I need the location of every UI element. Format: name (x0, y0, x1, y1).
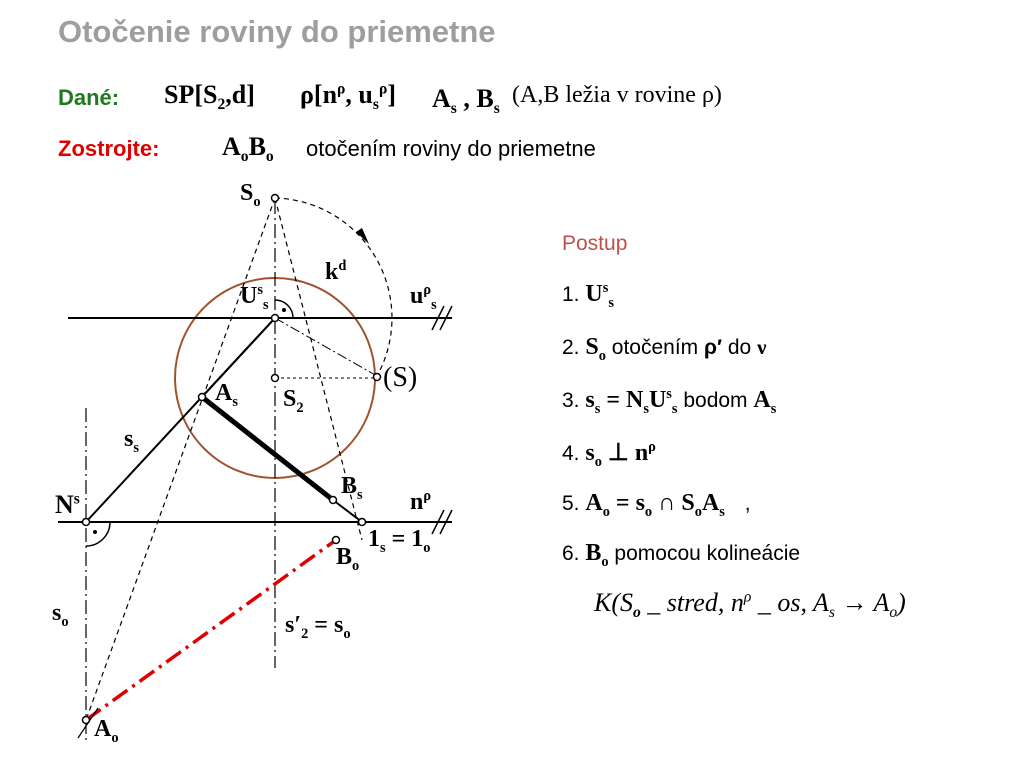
point-s-rot (374, 374, 381, 381)
label-us-line: $u^\rho_s$ (410, 282, 437, 313)
point-so (272, 195, 279, 202)
segment-as-bs (202, 397, 333, 500)
label-s2p: $s'_2 = s_o$ (285, 612, 351, 642)
step-6-formula: $K(S_o$ _ stred, $n^\rho$ _ os, $A_s \to A_o$) (594, 588, 906, 622)
given-note: (A,B ležia v rovine ρ) (512, 82, 722, 108)
given-sp: $SP[S_2,d]$ (164, 80, 255, 114)
label-us: $U^s_s$ (240, 282, 269, 313)
point-as (199, 394, 206, 401)
step-2: 2. $S_o$ otočením ρ′ do ν (562, 334, 767, 364)
step-1: 1. $U^s_s$ (562, 280, 614, 311)
point-bo (333, 537, 340, 544)
given-points: $A_s$ , $B_s$ (432, 84, 500, 118)
label-bo: $B_o$ (336, 544, 360, 574)
point-ns (83, 519, 90, 526)
page-title: Otočenie roviny do priemetne (58, 14, 496, 49)
label-1s-eq-1o: $1_s = 1_o$ (368, 526, 431, 556)
task-points: $A_oB_o$ (222, 132, 274, 166)
point-us (272, 315, 279, 322)
label-ns: $N^s$ (55, 490, 80, 519)
label-kd: $k^d$ (325, 258, 347, 285)
label-ao: $A_o$ (94, 716, 119, 746)
step-6: 6. $B_o$ pomocou kolineácie (562, 540, 801, 570)
label-so: $S_o$ (240, 180, 261, 210)
point-s2 (272, 375, 279, 382)
label-n: $n^\rho$ (410, 488, 432, 515)
label-s2: $S_2$ (283, 386, 304, 416)
arc-rotation (275, 198, 392, 376)
label-s-rot: (S) (383, 362, 418, 393)
label-ss: $s_s$ (124, 426, 139, 456)
label-so-line: $s_o$ (52, 600, 69, 630)
given-rho: $\rho[n^\rho$, $u_s^\rho$] (300, 80, 396, 114)
task-text: otočením roviny do priemetne (306, 136, 596, 161)
given-label: Dané: (58, 85, 120, 110)
ray-so-ao (86, 198, 275, 720)
point-1s (359, 519, 366, 526)
label-as: $A_s$ (215, 380, 238, 410)
step-3: 3. $s_s = N_sU^s_s$ bodom $A_s$ (562, 386, 777, 417)
postup-heading: Postup (562, 232, 628, 255)
step-5: 5. $A_o = s_o$ ∩ $S_oA_s$ , (562, 490, 751, 520)
step-4: 4. $s_o$ ⊥ $n^\rho$ (562, 439, 656, 470)
task-label: Zostrojte: (58, 136, 160, 161)
label-bs: $B_s$ (341, 473, 363, 503)
point-bs (330, 497, 337, 504)
